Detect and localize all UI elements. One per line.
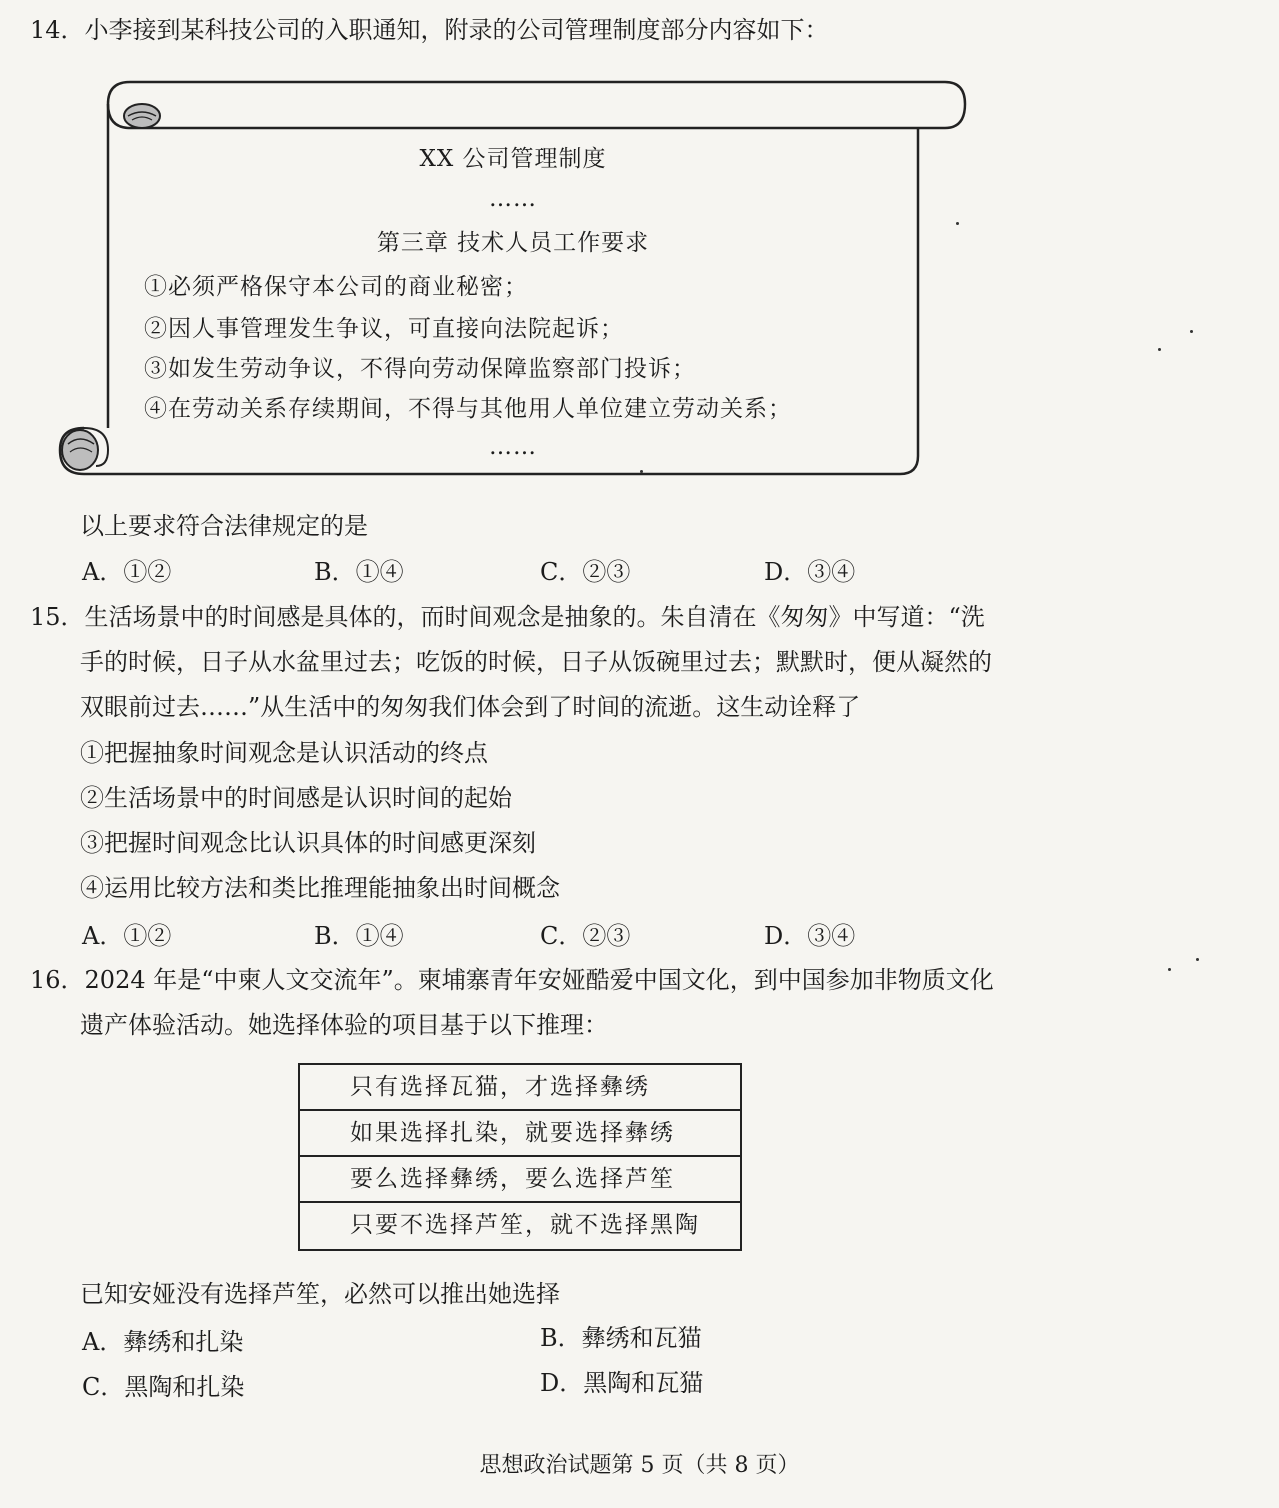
- q15-stem-line-2: 手的时候，日子从水盆里过去；吃饭的时候，日子从饭碗里过去；默默时，便从凝然的: [80, 648, 992, 676]
- doc-item-3: ③如发生劳动争议，不得向劳动保障监察部门投诉；: [144, 356, 696, 382]
- q15-option-d[interactable]: D．③④: [764, 922, 856, 950]
- doc-item-1: ①必须严格保守本公司的商业秘密；: [144, 274, 528, 300]
- doc-ellipsis-top: ……: [489, 186, 537, 212]
- q15-stem-line-3: 双眼前过去……”从生活中的匆匆我们体会到了时间的流逝。这生动诠释了: [80, 693, 861, 721]
- scan-speck: [1196, 958, 1199, 961]
- rule-row-3: 要么选择彝绣，要么选择芦笙: [300, 1157, 740, 1203]
- q16-option-a[interactable]: A．彝绣和扎染: [82, 1328, 244, 1356]
- rule-row-2: 如果选择扎染，就要选择彝绣: [300, 1111, 740, 1157]
- scan-speck: [956, 222, 959, 225]
- q15-option-b[interactable]: B．①④: [314, 922, 404, 950]
- q16-option-c[interactable]: C．黑陶和扎染: [82, 1373, 245, 1401]
- q16-option-b[interactable]: B．彝绣和瓦猫: [540, 1324, 702, 1352]
- scan-speck: [1190, 330, 1193, 333]
- scan-speck: [1158, 348, 1161, 351]
- rules-table: [298, 1063, 742, 1251]
- q15-item-3: ③把握时间观念比认识具体的时间感更深刻: [80, 829, 536, 857]
- doc-item-4: ④在劳动关系存续期间，不得与其他用人单位建立劳动关系；: [144, 396, 792, 422]
- doc-title: XX 公司管理制度: [419, 146, 607, 172]
- q16-stem-line-1: 16．2024 年是“中柬人文交流年”。柬埔寨青年安娅酷爱中国文化，到中国参加非物质文化: [30, 966, 994, 994]
- doc-item-2: ②因人事管理发生争议，可直接向法院起诉；: [144, 316, 624, 342]
- q14-stem: 14．小李接到某科技公司的入职通知，附录的公司管理制度部分内容如下：: [30, 16, 829, 44]
- scan-speck: [640, 470, 643, 473]
- q14-question: 以上要求符合法律规定的是: [80, 512, 368, 540]
- q14-option-d[interactable]: D．③④: [764, 558, 856, 586]
- q14-option-a[interactable]: A．①②: [82, 558, 172, 586]
- q16-question: 已知安娅没有选择芦笙，必然可以推出她选择: [80, 1280, 560, 1308]
- q15-item-4: ④运用比较方法和类比推理能抽象出时间概念: [80, 874, 560, 902]
- q14-option-c[interactable]: C．②③: [540, 558, 631, 586]
- scan-speck: [1168, 968, 1171, 971]
- doc-chapter: 第三章 技术人员工作要求: [376, 230, 650, 256]
- q15-option-a[interactable]: A．①②: [82, 922, 172, 950]
- q15-item-2: ②生活场景中的时间感是认识时间的起始: [80, 784, 512, 812]
- q14-option-b[interactable]: B．①④: [314, 558, 404, 586]
- q15-option-c[interactable]: C．②③: [540, 922, 631, 950]
- rule-row-4: 只要不选择芦笙，就不选择黑陶: [350, 1212, 700, 1238]
- q15-stem-line-1: 15．生活场景中的时间感是具体的，而时间观念是抽象的。朱自清在《匆匆》中写道：“洗: [30, 603, 985, 631]
- rule-row-1: 只有选择瓦猫，才选择彝绣: [300, 1065, 740, 1111]
- q16-stem-line-2: 遗产体验活动。她选择体验的项目基于以下推理：: [80, 1011, 608, 1039]
- q16-option-d[interactable]: D．黑陶和瓦猫: [540, 1369, 704, 1397]
- q15-item-1: ①把握抽象时间观念是认识活动的终点: [80, 739, 488, 767]
- page-footer: 思想政治试题第 5 页（共 8 页）: [479, 1453, 800, 1478]
- doc-ellipsis-bottom: ……: [489, 434, 537, 460]
